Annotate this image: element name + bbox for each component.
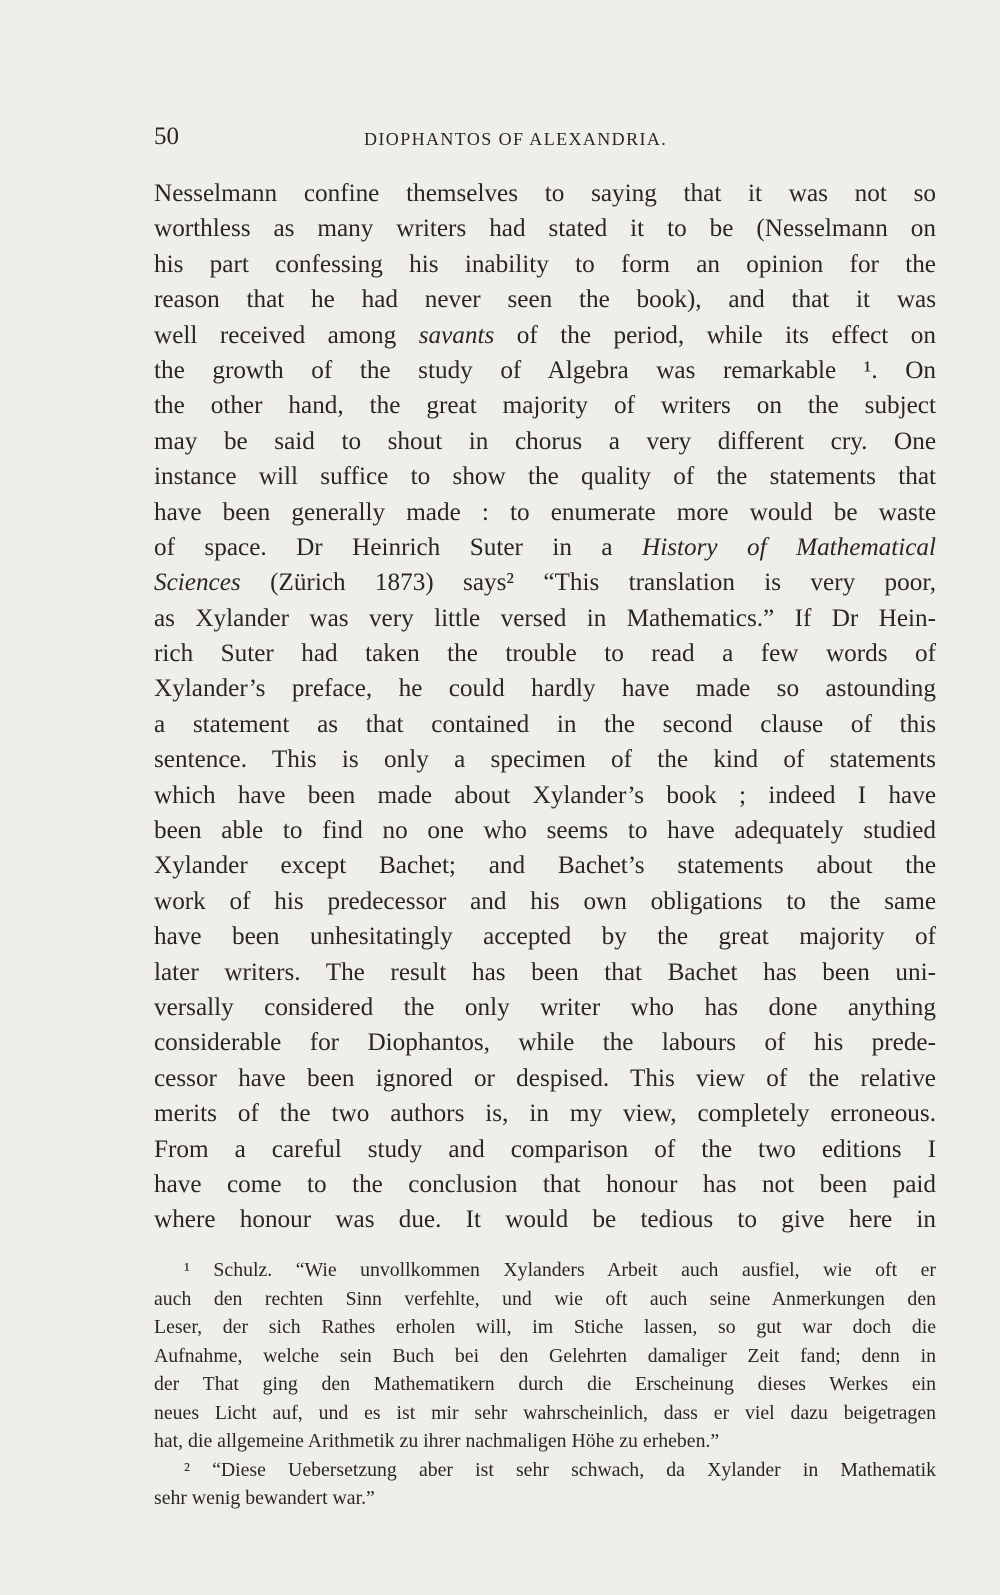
body-line: considerable for Diophantos, while the labours of his prede- bbox=[154, 1029, 936, 1057]
footnote-2-line: ² “Diese Uebersetzung aber ist sehr schwach, da Xylander in Mathematik bbox=[184, 1458, 936, 1481]
body-line: rich Suter had taken the trouble to read a few words of bbox=[154, 640, 936, 668]
body-line: sentence. This is only a specimen of the kind of statements bbox=[154, 746, 936, 774]
italic-term: Sciences bbox=[154, 569, 241, 597]
body-line: where honour was due. It would be tedious to give here in bbox=[154, 1206, 936, 1234]
body-line: been able to find no one who seems to have adequately studied bbox=[154, 817, 936, 845]
body-line: Xylander’s preface, he could hardly have made so astounding bbox=[154, 675, 936, 703]
body-line: have been unhesitatingly accepted by the great majority of bbox=[154, 923, 936, 951]
footnote-1-line: Leser, der sich Rathes erholen will, im Stiche lassen, so gut war doch die bbox=[154, 1316, 936, 1338]
body-line: reason that he had never seen the book), and that it was bbox=[154, 286, 936, 314]
italic-term: History of Mathematical bbox=[642, 533, 936, 561]
footnote-2-line: sehr wenig bewandert war.” bbox=[154, 1487, 375, 1509]
body-line: his part confessing his inability to form an opinion for the bbox=[154, 250, 936, 278]
body-line: versally considered the only writer who has done anything bbox=[154, 993, 936, 1021]
italic-term: savants bbox=[418, 321, 495, 349]
body-line: which have been made about Xylander’s book ; indeed I have bbox=[154, 781, 936, 809]
body-line: Nesselmann confine themselves to saying that it was not so bbox=[154, 180, 936, 207]
footnote-1-line: der That ging den Mathematikern durch die Erscheinung dieses Werkes ein bbox=[154, 1373, 936, 1395]
body-line: instance will suffice to show the quality of the statements that bbox=[154, 463, 936, 491]
body-line: Sciences (Zürich 1873) says² “This translation is very poor, bbox=[154, 569, 936, 597]
running-head: DIOPHANTOS OF ALEXANDRIA. bbox=[364, 129, 668, 149]
page-number: 50 bbox=[154, 123, 179, 150]
main-text-block bbox=[154, 176, 936, 1238]
body-line: From a careful study and comparison of the two editions I bbox=[154, 1135, 936, 1163]
footnote-1-line: ¹ Schulz. “Wie unvollkommen Xylanders Arbeit auch ausfiel, wie oft er bbox=[184, 1259, 936, 1281]
body-line: merits of the two authors is, in my view, completely erroneous. bbox=[154, 1100, 936, 1128]
footnote-1-line: auch den rechten Sinn verfehlte, und wie oft auch seine Anmerkungen den bbox=[154, 1287, 936, 1310]
body-line: Xylander except Bachet; and Bachet’s statements about the bbox=[154, 852, 936, 880]
footnotes bbox=[154, 1256, 936, 1513]
body-line: have come to the conclusion that honour has not been paid bbox=[154, 1170, 936, 1198]
footnote-1-line: Aufnahme, welche sein Buch bei den Gelehrten damaliger Zeit fand; denn in bbox=[154, 1344, 936, 1367]
body-line: later writers. The result has been that Bachet has been uni- bbox=[154, 958, 936, 986]
footnote-1-line: neues Licht auf, und es ist mir sehr wahrscheinlich, dass er viel dazu beigetragen bbox=[154, 1401, 936, 1424]
body-line: work of his predecessor and his own obligations to the same bbox=[154, 887, 936, 915]
body-line: as Xylander was very little versed in Mathematics.” If Dr Hein- bbox=[154, 604, 936, 632]
body-line: may be said to shout in chorus a very different cry. One bbox=[154, 427, 936, 455]
body-line: the growth of the study of Algebra was remarkable ¹. On bbox=[154, 356, 936, 384]
page-header bbox=[154, 122, 934, 152]
body-line: of space. Dr Heinrich Suter in a History of Mathematical bbox=[154, 533, 936, 561]
body-line: have been generally made : to enumerate more would be waste bbox=[154, 498, 936, 526]
body-line: worthless as many writers had stated it to be (Nesselmann on bbox=[154, 215, 936, 243]
body-line: cessor have been ignored or despised. This view of the relative bbox=[154, 1064, 936, 1092]
body-line: a statement as that contained in the second clause of this bbox=[154, 710, 936, 738]
footnote-1-line: hat, die allgemeine Arithmetik zu ihrer nachmaligen Höhe zu erheben.” bbox=[154, 1430, 720, 1452]
body-line: the other hand, the great majority of writers on the subject bbox=[154, 392, 936, 420]
body-line: well received among savants of the period, while its effect on bbox=[154, 321, 936, 349]
